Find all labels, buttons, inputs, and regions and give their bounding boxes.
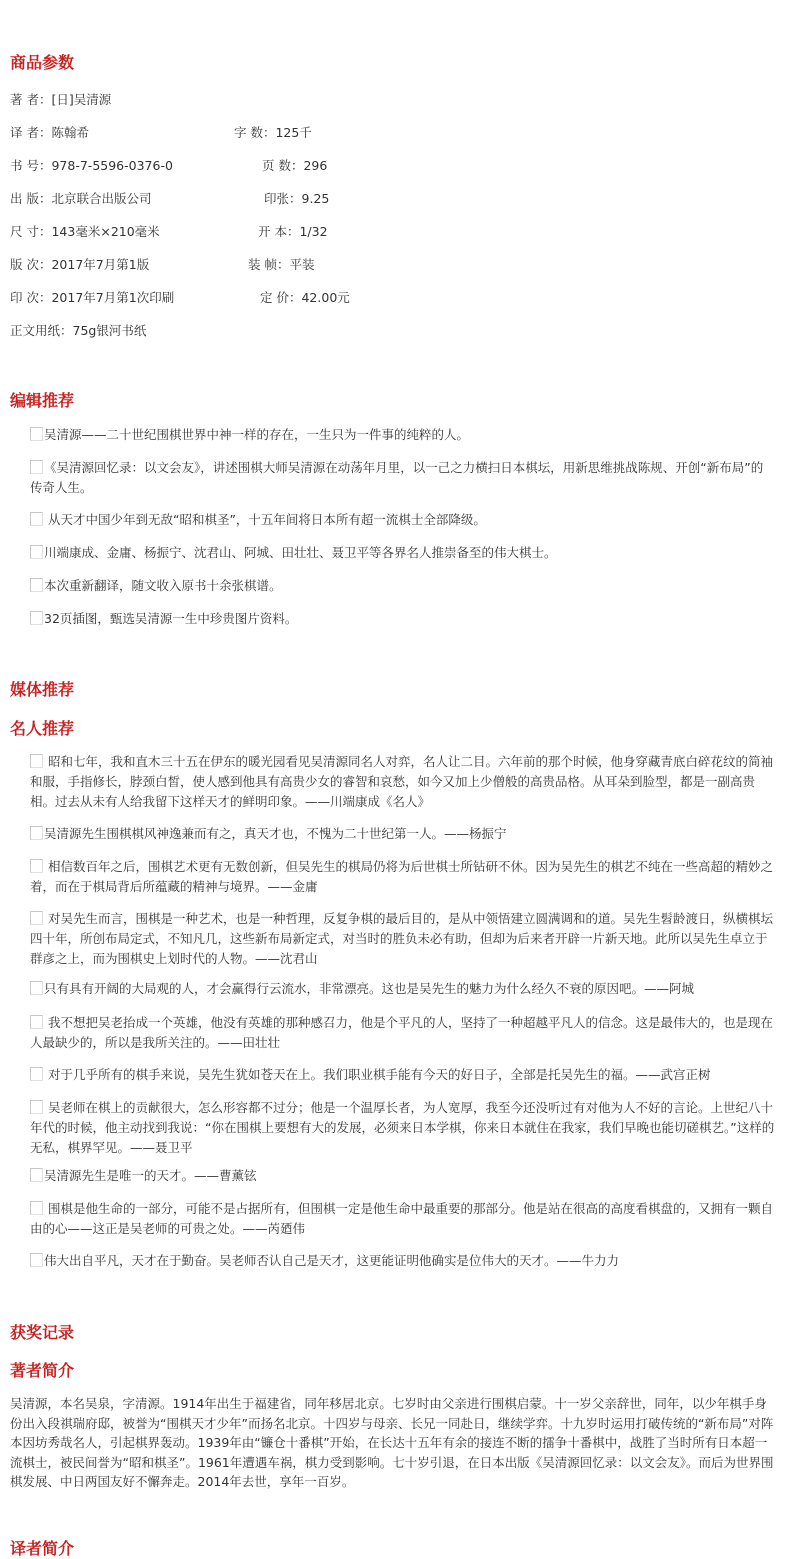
celebrity-quote	[30, 1013, 775, 1053]
awards-title: 获奖记录	[10, 1323, 75, 1342]
celebrity-quote	[30, 979, 775, 999]
quote-text: 我不想把吴老抬成一个英雄，他没有英雄的那种感召力，他是个平凡的人，坚持了一种超越平凡人的信念。这是最伟大的，也是现在人最缺少的，所以是我所关注的。——田壮壮	[30, 1015, 773, 1050]
param-value: 75g银河书纸	[72, 323, 147, 338]
quote-text: 只有具有开阔的大局观的人，才会赢得行云流水，非常漂亮。这也是吴先生的魅力为什么经久不衰的原因吧。——阿城	[44, 981, 695, 996]
quote-text: 相信数百年之后，围棋艺术更有无数创新，但吴先生的棋局仍将为后世棋士所钻研不休。因为吴先生的棋艺不纯在一些高超的精妙之着，而在于棋局背后所蕴藏的精神与境界。——金庸	[30, 859, 773, 894]
celebrity-quote	[30, 1098, 775, 1158]
param-label: 书 号：	[10, 158, 52, 173]
param-value: 陈翰希	[51, 125, 89, 140]
quote-text: 昭和七年，我和直木三十五在伊东的暖光园看见吴清源同名人对弈，名人让二目。六年前的那个时候，他身穿藏青底白碎花纹的简袖和服，手指修长，脖颈白皙，使人感到他具有高贵少女的睿智和哀愁，如今又加上少僧般的高贵品格。从耳朵到脸型，都是一副高贵相。过去从未有人给我留下这样天才的鲜明印象。——川端康成《名人》	[30, 754, 773, 809]
item-text: 吴清源——二十世纪围棋世界中神一样的存在，一生只为一件事的纯粹的人。	[44, 427, 470, 442]
param-value: 125千	[275, 125, 312, 140]
param-label: 正文用纸：	[10, 323, 73, 338]
celebrity-quote	[30, 909, 775, 969]
translator-intro-title: 译者简介	[10, 1539, 75, 1558]
celebrity-recommend-title: 名人推荐	[10, 719, 75, 738]
quote-text: 对于几乎所有的棋手来说，吴先生犹如苍天在上。我们职业棋手能有今天的好日子，全部是托吴先生的福。——武宫正树	[44, 1067, 711, 1082]
editor-recommend-item	[30, 543, 775, 563]
editor-recommend-title: 编辑推荐	[10, 391, 75, 410]
editor-recommend-item	[30, 576, 775, 596]
celebrity-quote	[30, 1251, 775, 1271]
param-value: 296	[303, 158, 328, 173]
param-label: 印 次：	[10, 290, 52, 305]
broken-image-icon	[30, 512, 43, 526]
param-label: 著 者：	[10, 92, 52, 107]
param-label: 页 数：	[262, 158, 304, 173]
param-value: 2017年7月第1版	[51, 257, 150, 272]
param-size	[10, 222, 160, 240]
param-value: 1/32	[299, 224, 328, 239]
param-printing	[10, 288, 174, 306]
param-value: 143毫米×210毫米	[51, 224, 160, 239]
param-label: 尺 寸：	[10, 224, 52, 239]
param-label: 定 价：	[260, 290, 302, 305]
editor-recommend-item	[30, 510, 775, 530]
param-value: 978-7-5596-0376-0	[51, 158, 173, 173]
param-translator	[10, 123, 89, 141]
editor-recommend-item	[30, 609, 775, 629]
param-value: 平装	[289, 257, 315, 272]
author-intro-title: 著者简介	[10, 1361, 75, 1380]
editor-recommend-item	[30, 425, 775, 445]
param-value: 42.00元	[301, 290, 350, 305]
param-value: 北京联合出版公司	[51, 191, 152, 206]
broken-image-icon	[30, 1201, 43, 1215]
param-publisher	[10, 189, 152, 207]
param-label: 开 本：	[258, 224, 300, 239]
param-price	[260, 288, 350, 306]
broken-image-icon	[30, 545, 43, 559]
editor-recommend-item	[30, 458, 775, 498]
param-pages	[262, 156, 327, 174]
param-author	[10, 90, 111, 108]
quote-text: 围棋是他生命的一部分，可能不是占据所有，但围棋一定是他生命中最重要的那部分。他是站在很高的高度看棋盘的，又拥有一颗自由的心——这正是吴老师的可贵之处。——芮廼伟	[30, 1201, 773, 1236]
params-title: 商品参数	[10, 53, 75, 72]
broken-image-icon	[30, 859, 43, 873]
broken-image-icon	[30, 1067, 43, 1081]
param-isbn	[10, 156, 173, 174]
broken-image-icon	[30, 578, 43, 592]
broken-image-icon	[30, 1100, 43, 1114]
param-sheets	[264, 189, 329, 207]
broken-image-icon	[30, 754, 43, 768]
param-label: 译 者：	[10, 125, 52, 140]
broken-image-icon	[30, 427, 43, 441]
celebrity-quote	[30, 752, 775, 812]
quote-text: 对吴先生而言，围棋是一种艺术，也是一种哲理，反复争棋的最后目的，是从中领悟建立圆满调和的道。吴先生髫龄渡日，纵横棋坛四十年，所创布局定式，不知凡几，这些新布局新定式，对当时的胜负未必有助，但却为后来者开辟一片新天地。此所以吴先生卓立于群彦之上，而为围棋史上划时代的人物。——沈君山	[30, 911, 773, 966]
param-binding	[248, 255, 315, 273]
param-label: 装 帧：	[248, 257, 290, 272]
param-edition	[10, 255, 149, 273]
item-text: 32页插图，甄选吴清源一生中珍贵图片资料。	[44, 611, 298, 626]
param-word-count	[234, 123, 312, 141]
broken-image-icon	[30, 1168, 43, 1182]
broken-image-icon	[30, 826, 43, 840]
param-value: [日]吴清源	[51, 92, 112, 107]
item-text: 本次重新翻译，随文收入原书十余张棋谱。	[44, 578, 282, 593]
param-label: 出 版：	[10, 191, 52, 206]
param-label: 印张：	[264, 191, 302, 206]
author-intro-text: 吴清源，本名吴泉，字清源。1914年出生于福建省，同年移居北京。七岁时由父亲进行围棋启蒙。十一岁父亲辞世，同年，以少年棋手身份出入段祺瑞府邸，被誉为“围棋天才少年”而扬名北京。十四岁与母亲、长兄一同赴日，继续学弈。十九岁时运用打破传统的“新布局”对阵本因坊秀哉名人，引起棋界轰动。1939年由“镰仓十番棋”开始，在长达十五年有余的接连不断的擂争十番棋中，战胜了当时所有日本超一流棋士，被民间誉为“昭和棋圣”。1961年遭遇车祸，棋力受到影响。七十岁引退，在日本出版《吴清源回忆录：以文会友》。而后为世界围棋发展、中日两国友好不懈奔走。2014年去世，享年一百岁。	[10, 1396, 774, 1489]
broken-image-icon	[30, 460, 43, 474]
param-paper	[10, 321, 146, 339]
quote-text: 吴清源先生是唯一的天才。——曹薰铉	[44, 1168, 257, 1183]
param-label: 版 次：	[10, 257, 52, 272]
param-label: 字 数：	[234, 125, 276, 140]
broken-image-icon	[30, 1253, 43, 1267]
quote-text: 伟大出自平凡，天才在于勤奋。吴老师否认自己是天才，这更能证明他确实是位伟大的天才。——牛力力	[44, 1253, 620, 1268]
broken-image-icon	[30, 611, 43, 625]
celebrity-quote	[30, 857, 775, 897]
item-text: 川端康成、金庸、杨振宁、沈君山、阿城、田壮壮、聂卫平等各界名人推崇备至的伟大棋士。	[44, 545, 557, 560]
item-text: 《吴清源回忆录：以文会友》，讲述围棋大师吴清源在动荡年月里，以一己之力横扫日本棋坛，用新思维挑战陈规、开创“新布局”的传奇人生。	[30, 460, 764, 495]
param-format	[258, 222, 328, 240]
broken-image-icon	[30, 1015, 43, 1029]
media-recommend-title: 媒体推荐	[10, 680, 75, 699]
celebrity-quote	[30, 1199, 775, 1239]
item-text: 从天才中国少年到无敌“昭和棋圣”，十五年间将日本所有超一流棋士全部降级。	[44, 512, 486, 527]
celebrity-quote	[30, 1166, 775, 1186]
param-value: 2017年7月第1次印刷	[51, 290, 175, 305]
quote-text: 吴清源先生围棋棋风神逸兼而有之，真天才也，不愧为二十世纪第一人。——杨振宁	[44, 826, 507, 841]
broken-image-icon	[30, 911, 43, 925]
celebrity-quote	[30, 1065, 775, 1085]
broken-image-icon	[30, 981, 43, 995]
quote-text: 吴老师在棋上的贡献很大，怎么形容都不过分；他是一个温厚长者，为人宽厚，我至今还没听过有对他为人不好的言论。上世纪八十年代的时候，他主动找到我说：“你在围棋上要想有大的发展，必须来日本学棋，你来日本就住在我家，我们早晚也能切磋棋艺。”这样的无私，棋界罕见。——聂卫平	[30, 1100, 775, 1155]
celebrity-quote	[30, 824, 775, 844]
param-value: 9.25	[301, 191, 330, 206]
